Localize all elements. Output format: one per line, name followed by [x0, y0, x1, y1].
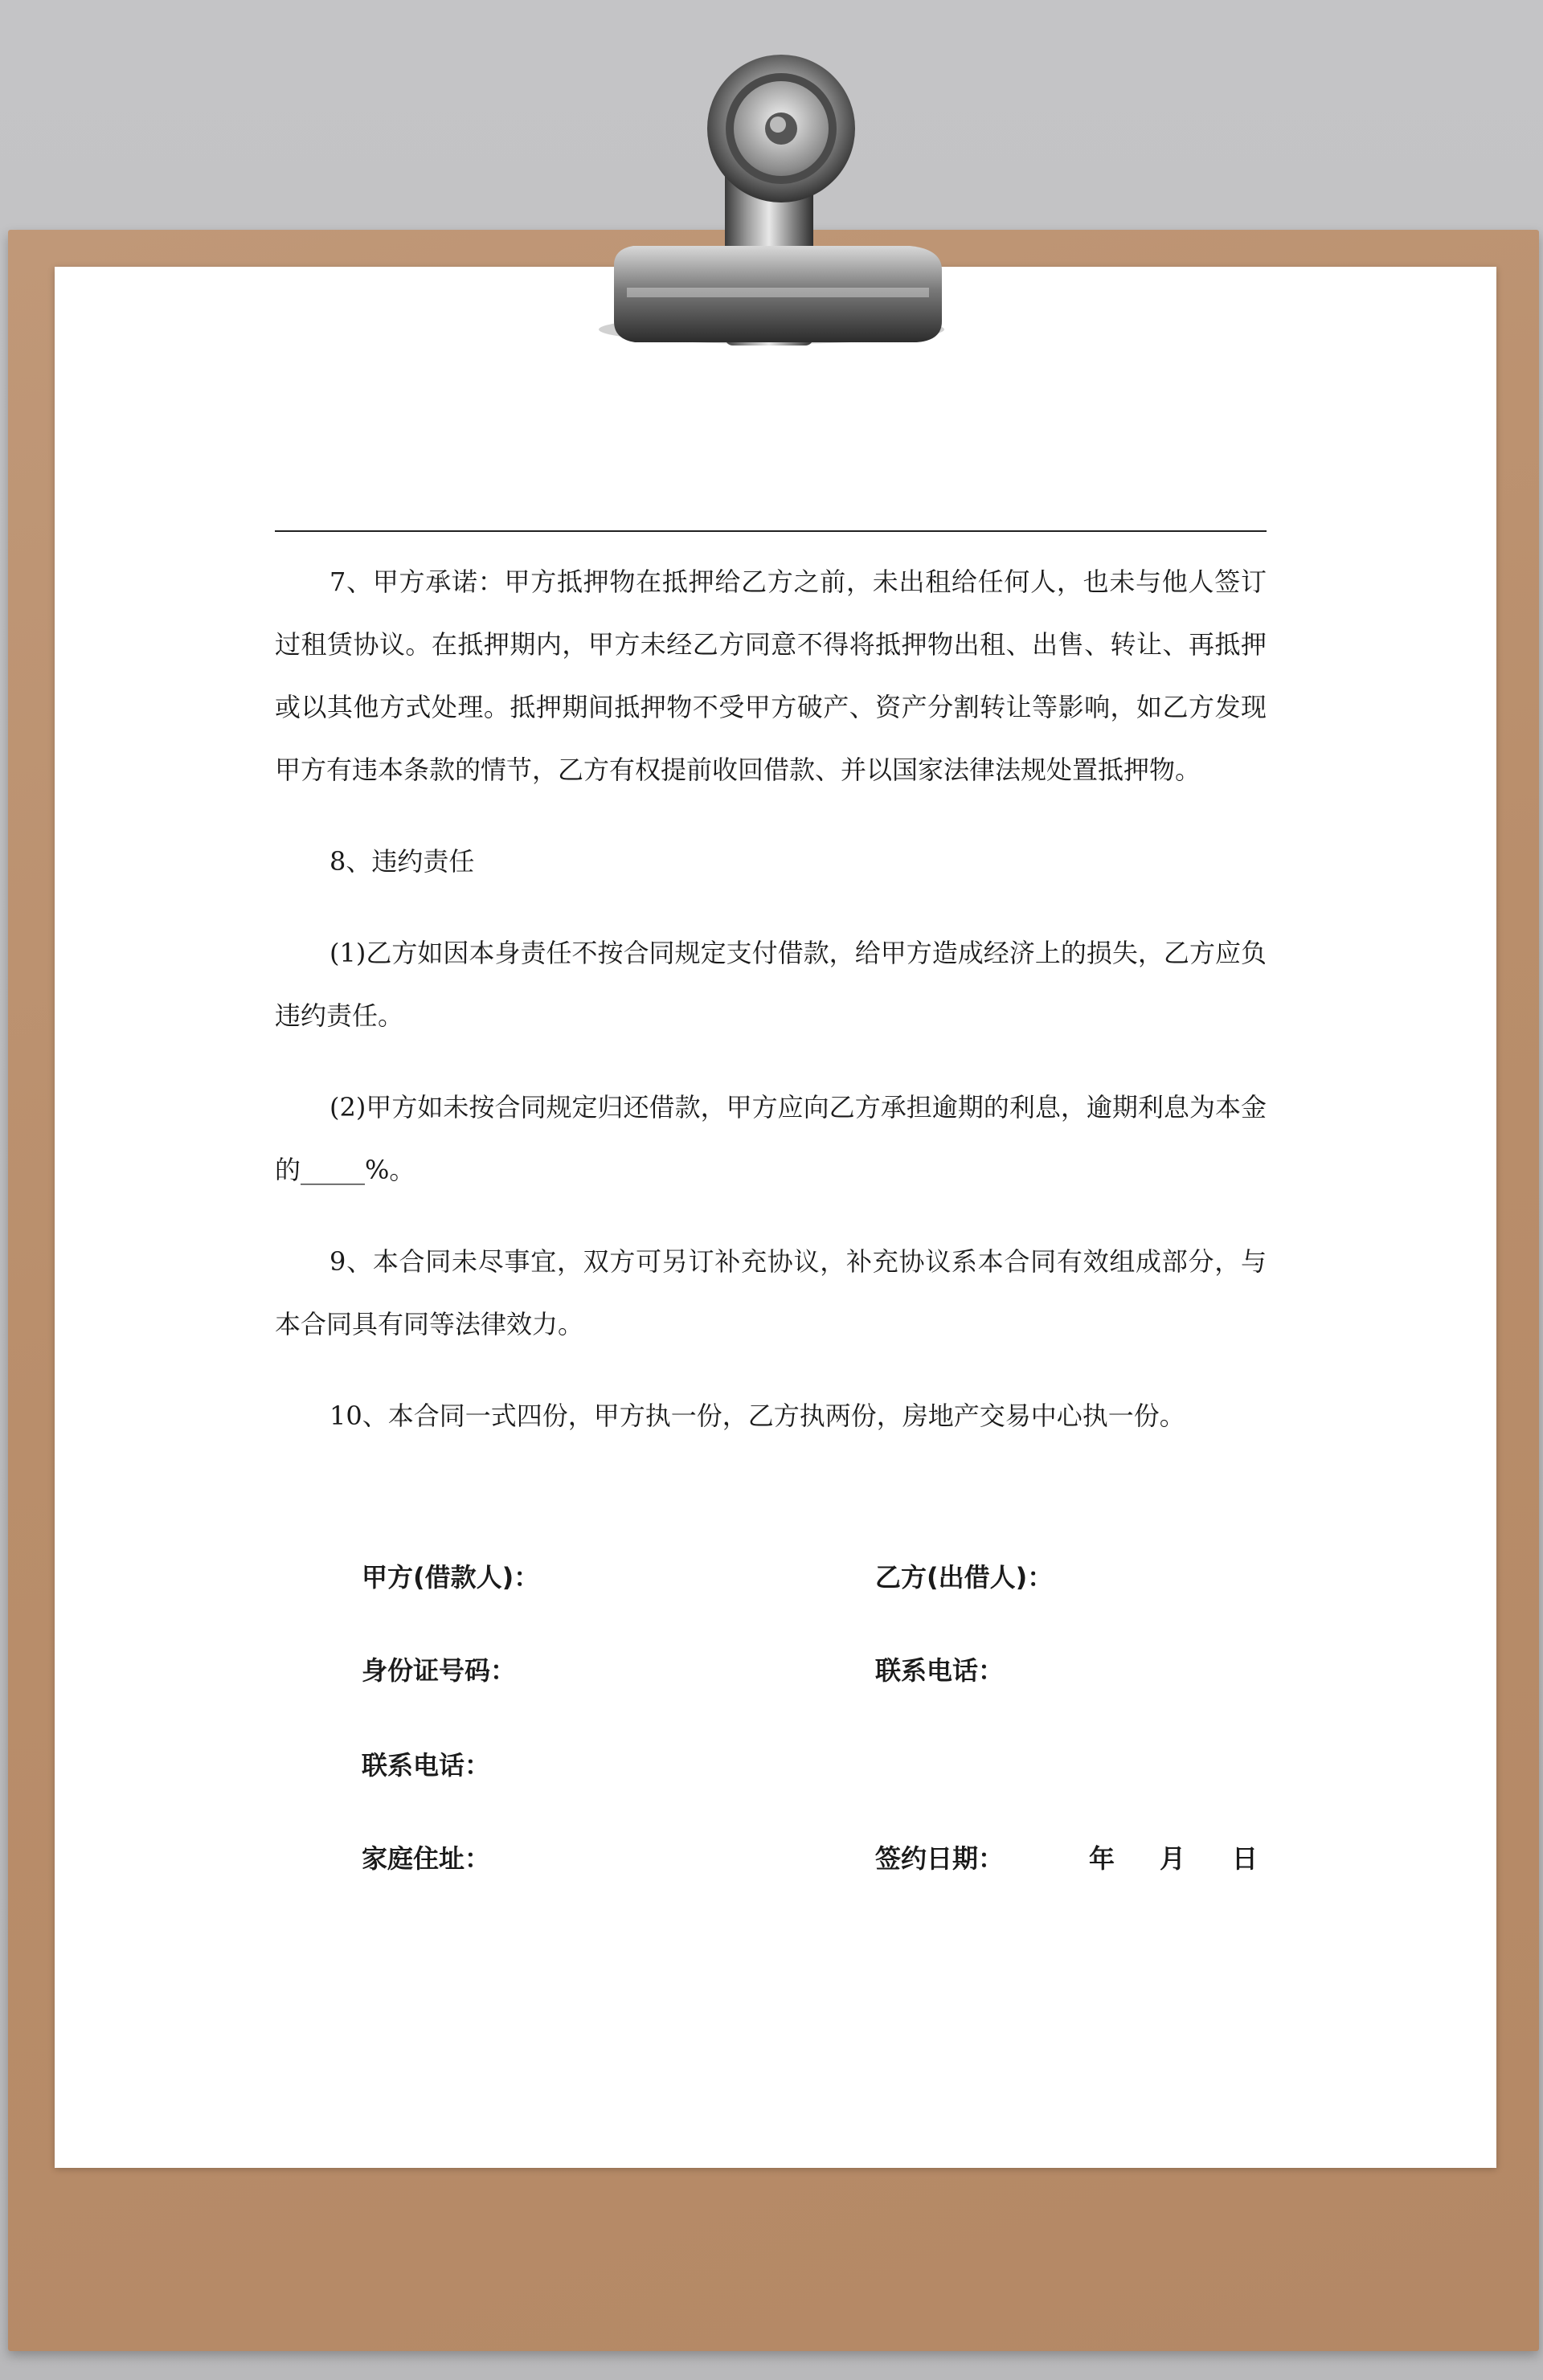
- contract-body: [275, 550, 1267, 1476]
- id-number-label: 身份证号码：: [362, 1655, 517, 1686]
- clause-8-item-1: (1)乙方如因本身责任不按合同规定支付借款，给甲方造成经济上的损失，乙方应负违约责任。: [275, 938, 1267, 1031]
- date-day: 日: [1232, 1843, 1259, 1874]
- date-year: 年: [1089, 1843, 1115, 1874]
- clause-9: 9、本合同未尽事宜，双方可另订补充协议，补充协议系本合同有效组成部分，与本合同具有同等法律效力。: [275, 1246, 1267, 1339]
- binder-clip-icon: [579, 48, 956, 354]
- clause-8-title: 8、违约责任: [329, 846, 475, 877]
- clause-8-item-2: (2)甲方如未按合同规定归还借款，甲方应向乙方承担逾期的利息，逾期利息为本金的_____%。: [275, 1092, 1267, 1185]
- sign-date-label: 签约日期：: [875, 1843, 1005, 1874]
- party-b-phone-label: 联系电话：: [875, 1655, 1005, 1686]
- party-a-label: 甲方(借款人)：: [362, 1562, 540, 1593]
- date-month: 月: [1160, 1843, 1186, 1874]
- party-a-phone-label: 联系电话：: [362, 1750, 491, 1781]
- top-divider: [275, 530, 1267, 532]
- address-label: 家庭住址：: [362, 1843, 491, 1874]
- party-b-label: 乙方(出借人)：: [875, 1562, 1054, 1593]
- clause-10: 10、本合同一式四份，甲方执一份，乙方执两份，房地产交易中心执一份。: [329, 1401, 1185, 1431]
- clause-7: 7、甲方承诺：甲方抵押物在抵押给乙方之前，未出租给任何人，也未与他人签订过租赁协议。在抵押期内，甲方未经乙方同意不得将抵押物出租、出售、转让、再抵押或以其他方式处理。抵押期间抵押物不受甲方破产、资产分割转让等影响，如乙方发现甲方有违本条款的情节，乙方有权提前收回借款、并以国家法律法规处置抵押物。: [275, 566, 1267, 785]
